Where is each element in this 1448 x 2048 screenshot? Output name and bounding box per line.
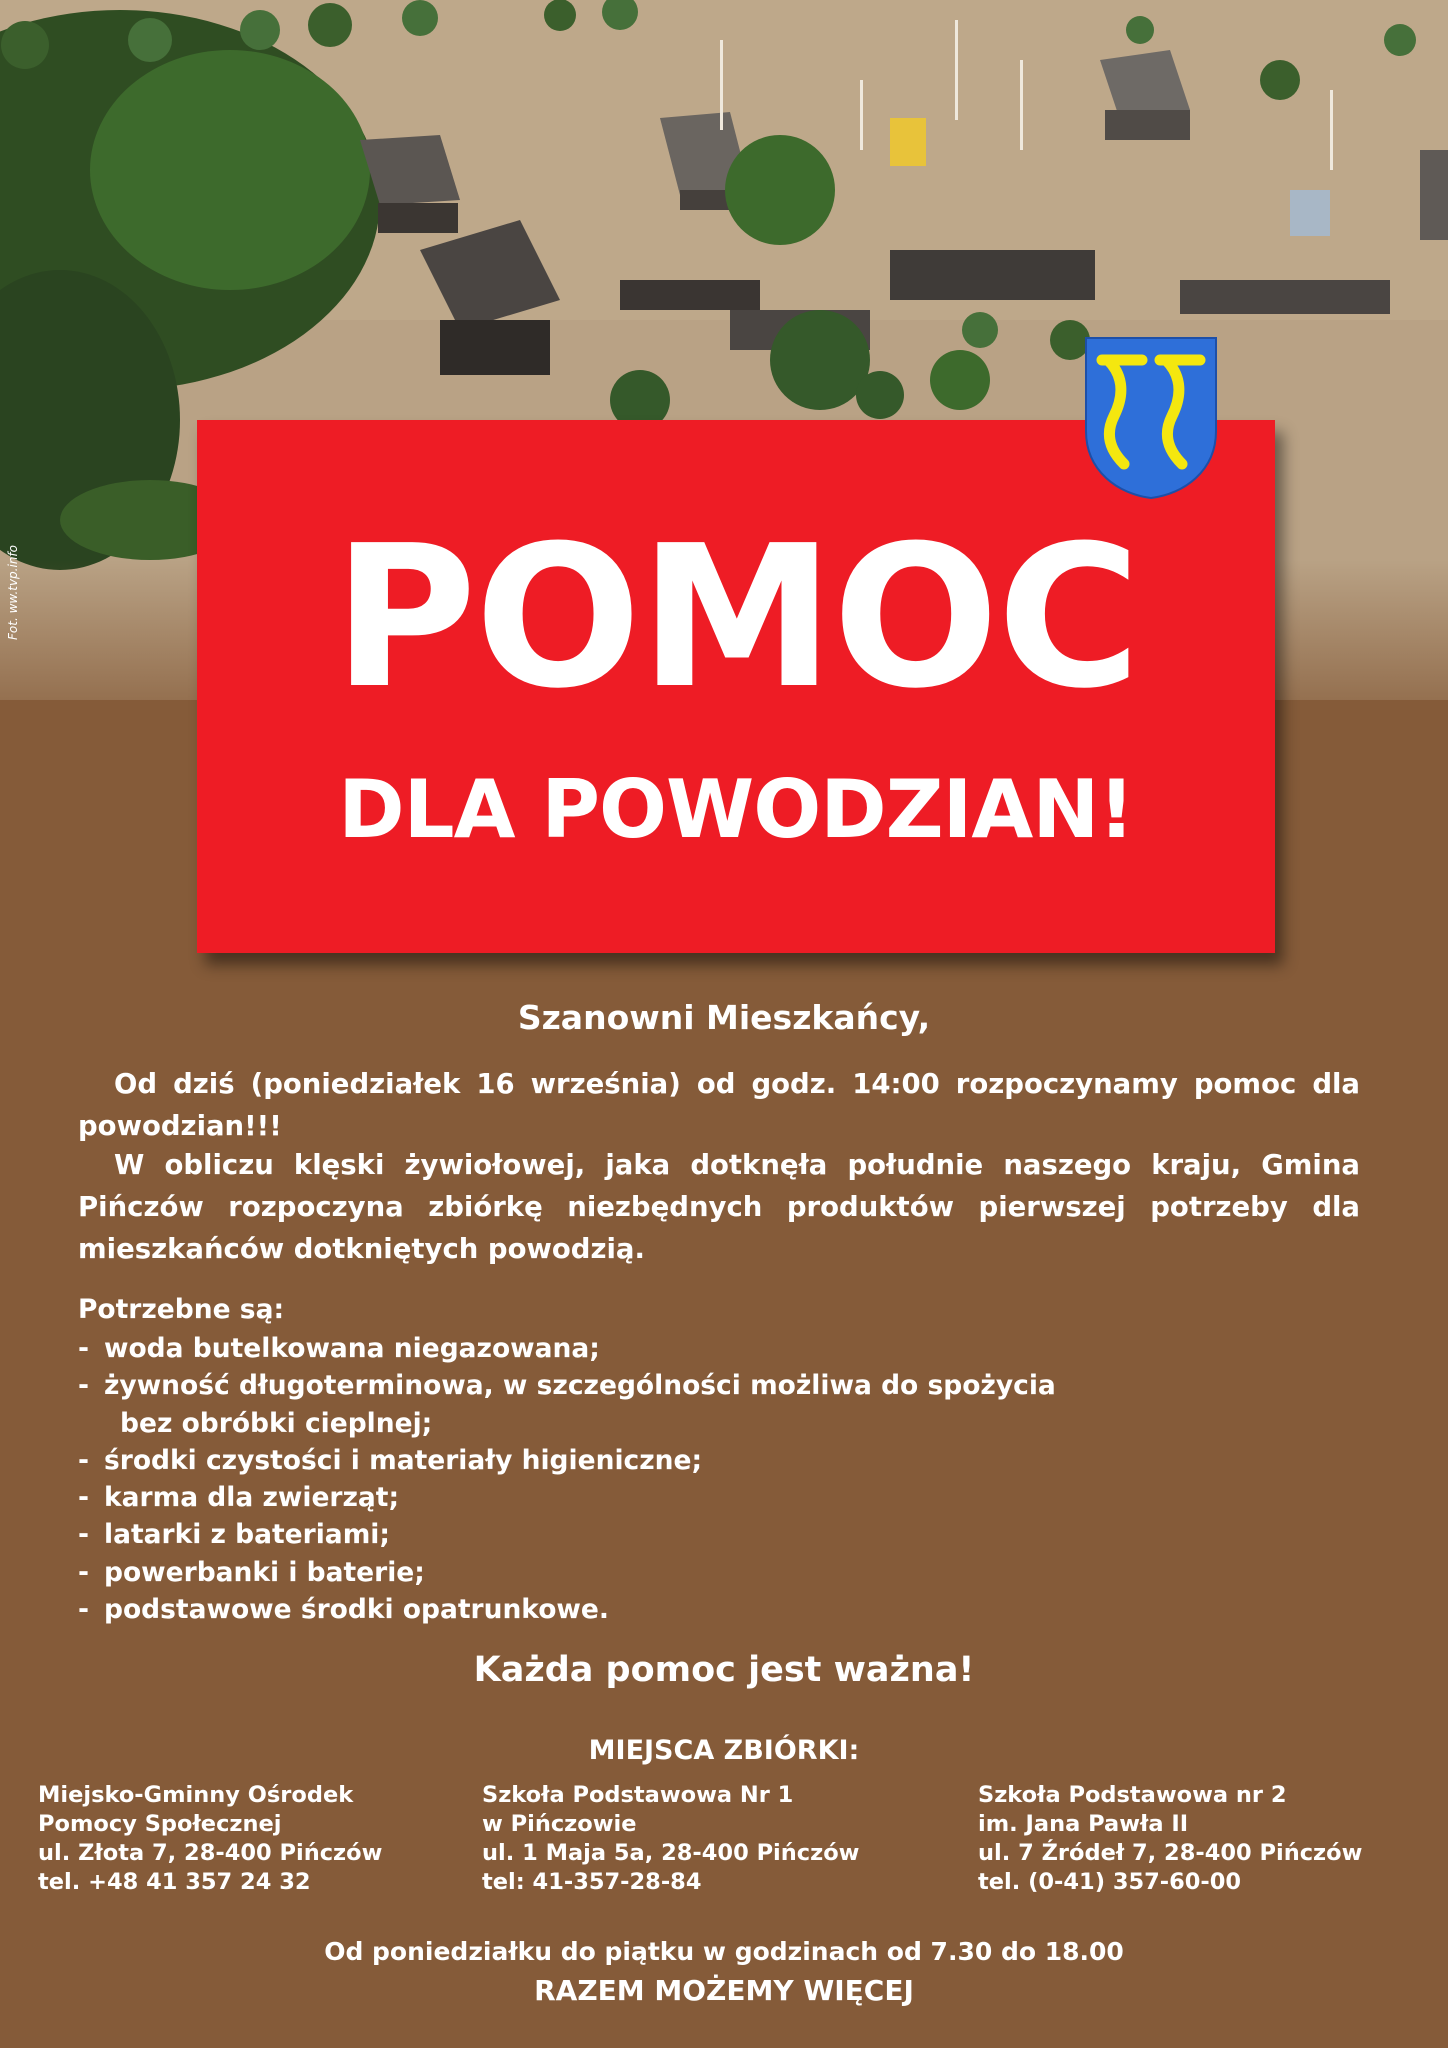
list-item-text: podstawowe środki opatrunkowe. bbox=[104, 1594, 609, 1626]
list-item bbox=[78, 1554, 1056, 1591]
list-item-text: środki czystości i materiały higieniczne; bbox=[104, 1444, 703, 1476]
important-note: Każda pomoc jest ważna! bbox=[473, 1650, 975, 1690]
place-address: ul. Złota 7, 28-400 Pińczów bbox=[38, 1840, 383, 1866]
place-address: ul. 1 Maja 5a, 28-400 Pińczów bbox=[482, 1840, 860, 1866]
subheadline: DLA POWODZIAN! bbox=[338, 763, 1134, 856]
list-item-text: powerbanki i baterie; bbox=[104, 1556, 425, 1588]
list-item bbox=[78, 1479, 1056, 1516]
needs-title: Potrzebne są: bbox=[78, 1294, 285, 1325]
photo-credit: Fot. ww.tvp.info bbox=[6, 545, 20, 640]
place-name-cont: im. Jana Pawła II bbox=[978, 1811, 1189, 1837]
list-item bbox=[78, 1442, 1056, 1479]
place-name-cont: w Pińczowie bbox=[482, 1811, 637, 1837]
needs-list bbox=[78, 1330, 1056, 1628]
place-name: Szkoła Podstawowa Nr 1 bbox=[482, 1782, 794, 1808]
place-name: Szkoła Podstawowa nr 2 bbox=[978, 1782, 1287, 1808]
collection-point-sp2 bbox=[978, 1781, 1362, 1897]
greeting: Szanowni Mieszkańcy, bbox=[517, 998, 931, 1037]
place-phone: tel. +48 41 357 24 32 bbox=[38, 1869, 311, 1895]
motto: RAZEM MOŻEMY WIĘCEJ bbox=[534, 1974, 914, 2007]
list-item bbox=[78, 1516, 1056, 1553]
list-item-text: karma dla zwierząt; bbox=[104, 1482, 400, 1514]
place-name-cont: Pomocy Społecznej bbox=[38, 1811, 282, 1837]
list-item bbox=[78, 1367, 1056, 1442]
paragraph-intro: Od dziś (poniedziałek 16 września) od godz. 14:00 rozpoczynamy pomoc dla powodzian!!! bbox=[78, 1068, 1360, 1142]
opening-hours: Od poniedziałku do piątku w godzinach od 7.30 do 18.00 bbox=[324, 1937, 1124, 1966]
coat-of-arms-icon bbox=[1084, 336, 1218, 500]
place-address: ul. 7 Źródeł 7, 28-400 Pińczów bbox=[978, 1840, 1363, 1866]
collection-point-mgops bbox=[38, 1781, 382, 1897]
headline: POMOC bbox=[333, 504, 1139, 732]
place-name: Miejsko-Gminny Ośrodek bbox=[38, 1782, 354, 1808]
list-item-continuation: bez obróbki cieplnej; bbox=[120, 1407, 433, 1439]
list-item-text: woda butelkowana niegazowana; bbox=[104, 1333, 600, 1364]
collection-point-sp1 bbox=[482, 1781, 859, 1897]
list-item bbox=[78, 1330, 1056, 1367]
paragraph-appeal: W obliczu klęski żywiołowej, jaka dotknęła południe naszego kraju, Gmina Pińczów rozpoczyna zbiórkę niezbędnych produktów pierwszej potrzeby dla mieszkańców dotkniętych powodzią. bbox=[78, 1149, 1360, 1265]
list-item-text: latarki z bateriami; bbox=[104, 1519, 390, 1551]
collection-points-title: MIEJSCA ZBIÓRKI: bbox=[588, 1735, 860, 1766]
place-phone: tel. (0-41) 357-60-00 bbox=[978, 1869, 1242, 1895]
place-phone: tel: 41-357-28-84 bbox=[482, 1869, 702, 1895]
list-item bbox=[78, 1591, 1056, 1628]
list-item-text: żywność długoterminowa, w szczególności możliwa do spożycia bbox=[104, 1370, 1056, 1402]
